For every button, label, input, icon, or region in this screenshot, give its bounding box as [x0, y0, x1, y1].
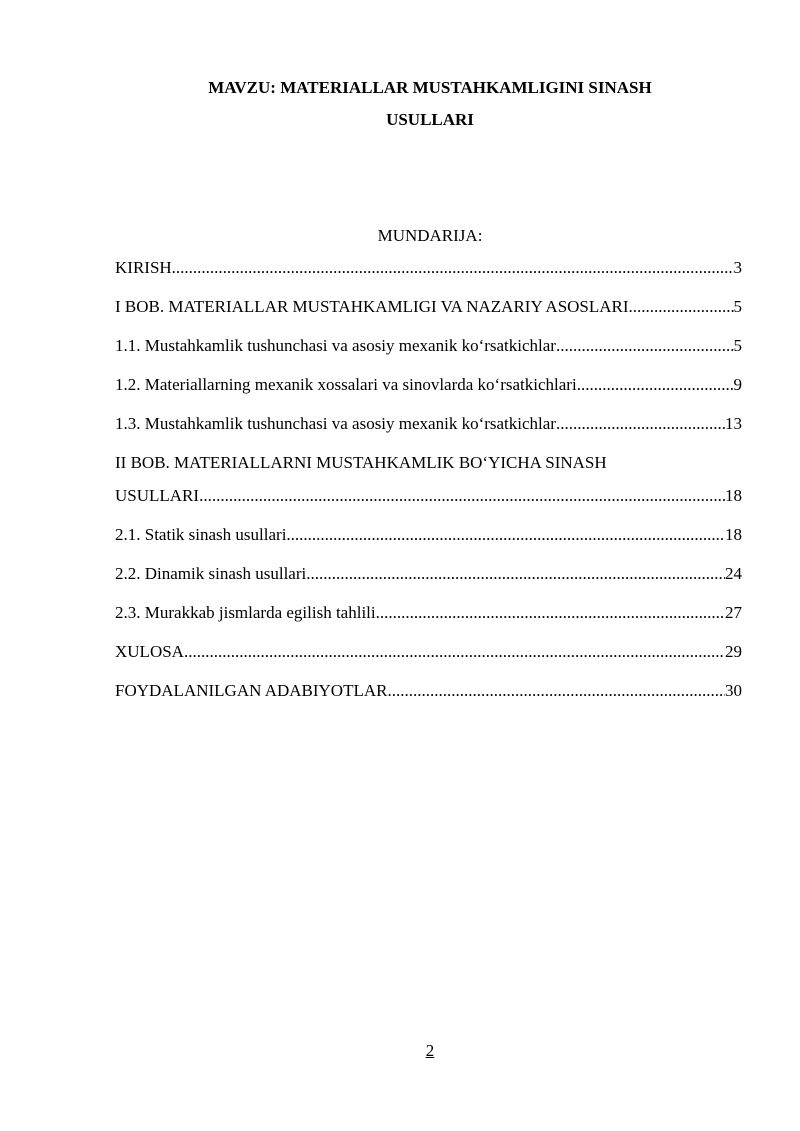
toc-leader-dots [629, 297, 734, 317]
toc-entry-page: 18 [725, 525, 742, 544]
toc-entry-page: 18 [725, 486, 742, 505]
toc-entry-page: 29 [725, 642, 742, 661]
toc-entry-chapter-1[interactable] [115, 297, 742, 317]
toc-entry-page: 5 [733, 297, 742, 316]
toc-entry-label: I BOB. MATERIALLAR MUSTAHKAMLIGI VA NAZARIY ASOSLARI [115, 297, 629, 316]
toc-entry-section-1-3[interactable] [115, 414, 742, 434]
toc-entry-chapter-2[interactable] [115, 486, 742, 506]
toc-entry-label: 1.2. Materiallarning mexanik xossalari va sinovlarda ko‘rsatkichlari [115, 375, 577, 394]
toc-entry-section-2-2[interactable] [115, 564, 742, 584]
toc-entry-label: 2.3. Murakkab jismlarda egilish tahlili [115, 603, 376, 622]
toc-entry-section-2-1[interactable] [115, 525, 742, 545]
toc-heading: MUNDARIJA: [377, 226, 483, 245]
toc-entry-page: 13 [725, 414, 742, 433]
toc-leader-dots [577, 375, 734, 395]
toc-leader-dots [184, 642, 725, 662]
toc-leader-dots [306, 564, 725, 584]
toc-leader-dots [172, 258, 734, 278]
toc-leader-dots [387, 681, 725, 701]
toc-entry-label: 1.3. Mustahkamlik tushunchasi va asosiy mexanik ko‘rsatkichlar [115, 414, 556, 433]
toc-entry-references[interactable] [115, 681, 742, 701]
toc-entry-page: 27 [725, 603, 742, 622]
toc-entry-label: 2.2. Dinamik sinash usullari [115, 564, 307, 583]
document-title-line-1: MAVZU: MATERIALLAR MUSTAHKAMLIGINI SINASH [208, 78, 652, 97]
toc-entry-label: 1.1. Mustahkamlik tushunchasi va asosiy mexanik ko‘rsatkichlar [115, 336, 556, 355]
toc-entry-kirish[interactable] [115, 258, 742, 278]
toc-entry-label: KIRISH [115, 258, 172, 277]
page-number [0, 1041, 800, 1061]
toc-entry-label: USULLARI [115, 486, 200, 505]
toc-entry-page: 3 [733, 258, 742, 277]
toc-leader-dots [199, 486, 725, 506]
toc-entry-label: XULOSA [115, 642, 184, 661]
toc-entry-page: 24 [725, 564, 742, 583]
toc-entry-label: 2.1. Statik sinash usullari [115, 525, 287, 544]
toc-entry-label: FOYDALANILGAN ADABIYOTLAR [115, 681, 388, 700]
toc-leader-dots [376, 603, 725, 623]
toc-entry-page: 9 [733, 375, 742, 394]
toc-leader-dots [556, 414, 725, 434]
page-number-value: 2 [425, 1041, 435, 1060]
toc-entry-section-1-2[interactable] [115, 375, 742, 395]
toc-entry-page: 5 [733, 336, 742, 355]
toc-leader-dots [556, 336, 734, 356]
toc-entry-section-1-1[interactable] [115, 336, 742, 356]
toc-entry-page: 30 [725, 681, 742, 700]
toc-leader-dots [286, 525, 725, 545]
toc-entry-section-2-3[interactable] [115, 603, 742, 623]
toc-entry-chapter-2-line-1[interactable]: II BOB. MATERIALLARNI MUSTAHKAMLIK BO‘YICHA SINASH [115, 453, 607, 472]
toc-entry-xulosa[interactable] [115, 642, 742, 662]
document-title-line-2: USULLARI [386, 110, 474, 129]
